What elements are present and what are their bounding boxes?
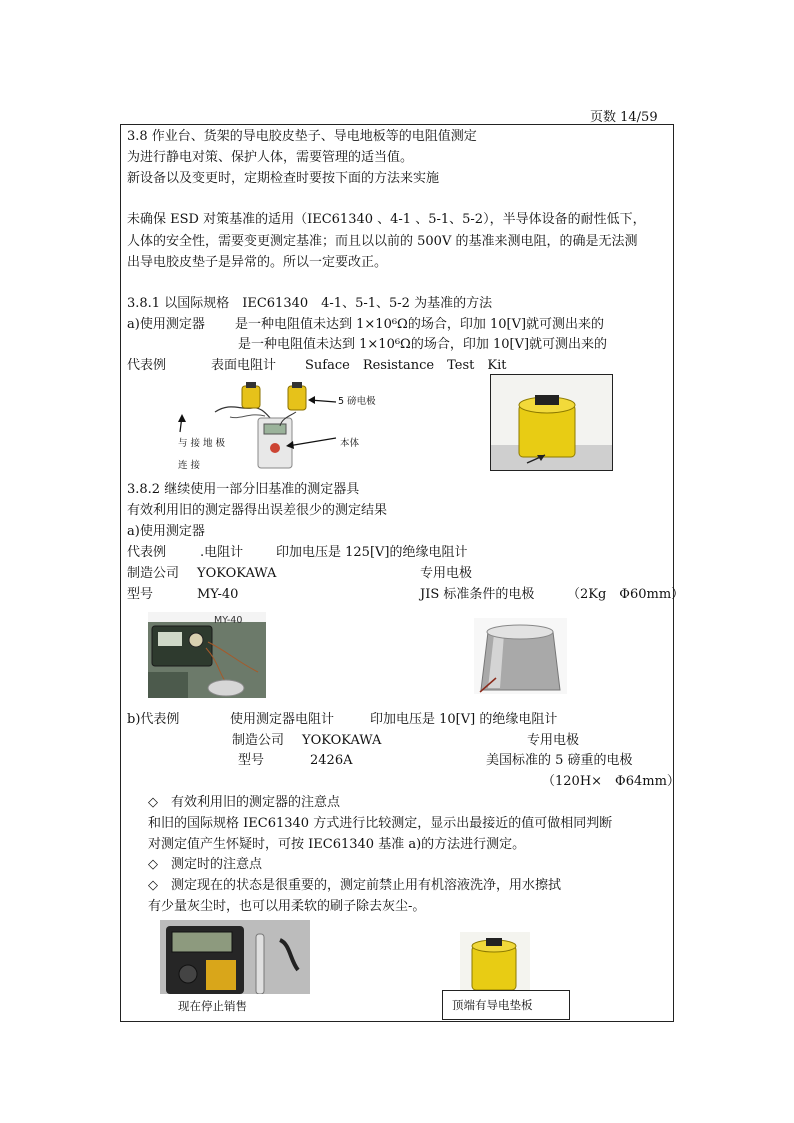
section-3-8-para2: 人体的安全性，需要变更测定基准；而且以以前的 500V 的基准来测电阻，的确是无法测 — [127, 234, 638, 249]
section-3-8-1-a-line1: 是一种电阻值未达到 1×10⁶Ω的场合，印加 10[V]就可测出来的 — [235, 317, 605, 332]
section-3-8-para1: 未确保 ESD 对策基准的适用（IEC61340 、4-1 、5-1、5-2），半导体设备的耐性低下， — [127, 212, 646, 227]
yellow-electrode-photo — [491, 375, 612, 470]
section-3-8-para3: 出导电胶皮垫子是异常的。所以一定要改正。 — [127, 255, 388, 270]
note-2: ◇ 测定时的注意点 — [148, 857, 262, 872]
section-3-8-2-example-desc: 印加电压是 125[V]的绝缘电阻计 — [276, 545, 468, 560]
section-b-us-spec: （120H× Φ64mm） — [542, 774, 680, 789]
section-3-8-2-line1: 有效利用旧的测定器得出误差很少的测定结果 — [127, 503, 388, 518]
section-b-name: 使用测定器电阻计 — [230, 712, 335, 727]
section-b-model-label: 型号 — [238, 753, 265, 768]
section-b-maker-label: 制造公司 — [232, 733, 285, 748]
section-3-8-2-maker: YOKOKAWA — [197, 566, 277, 581]
note-3-line-a: 有少量灰尘时，也可以用柔软的刷子除去灰尘-。 — [148, 899, 426, 914]
discontinued-caption: 现在停止销售 — [178, 999, 247, 1013]
section-b-maker: YOKOKAWA — [302, 733, 382, 748]
figure-1-label-connect: 连 接 — [178, 460, 201, 471]
note-3: ◇ 测定现在的状态是很重要的，测定前禁止用有机溶液洗净，用水擦拭 — [148, 878, 561, 893]
top-pad-electrode-photo — [460, 932, 530, 990]
section-3-8-1-example-name: 表面电阻计 — [211, 358, 277, 373]
my-40-photo — [148, 612, 266, 698]
section-3-8-line1: 为进行静电对策、保护人体，需要管理的适当值。 — [127, 150, 414, 165]
section-3-8-1-a-label: a)使用测定器 — [127, 317, 205, 332]
figure-1-label-body: 本体 — [340, 438, 360, 449]
section-3-8-title: 3.8 作业台、货架的导电胶皮垫子、导电地板等的电阻值测定 — [127, 129, 477, 144]
section-3-8-2-example-label: 代表例 — [127, 545, 167, 560]
section-b-label: b)代表例 — [127, 712, 180, 727]
section-3-8-1-title: 3.8.1 以国际规格 IEC61340 4-1、5-1、5-2 为基准的方法 — [127, 296, 493, 311]
section-3-8-2-electrode-label: 专用电极 — [420, 566, 473, 581]
section-3-8-2-model: MY-40 — [197, 587, 239, 602]
section-b-model: 2426A — [310, 753, 353, 768]
my-40-photo-label: MY-40 — [214, 615, 243, 626]
section-3-8-2-jis-spec: （2Kg Φ60mm） — [567, 587, 685, 602]
steel-electrode-photo — [474, 618, 567, 694]
figure-1-label-ground: 与 接 地 极 — [178, 438, 226, 449]
section-3-8-2-jis: JIS 标准条件的电极 — [420, 587, 535, 602]
section-3-8-2-title: 3.8.2 继续使用一部分旧基准的测定器具 — [127, 482, 360, 497]
section-3-8-2-example-name: .电阻计 — [200, 545, 244, 560]
section-3-8-1-example-label: 代表例 — [127, 358, 167, 373]
figure-1-label-5lb: 5 磅电极 — [338, 396, 376, 407]
top-pad-caption: 顶端有导电垫板 — [452, 998, 533, 1012]
old-meter-photo — [160, 920, 310, 994]
electrode-photo-frame — [490, 374, 613, 471]
section-3-8-line2: 新设备以及变更时，定期检查时要按下面的方法来实施 — [127, 171, 440, 186]
section-3-8-2-model-label: 型号 — [127, 587, 154, 602]
page-number: 页数 14/59 — [590, 110, 658, 125]
note-1-line-b: 对测定值产生怀疑时，可按 IEC61340 基准 a)的方法进行测定。 — [148, 837, 526, 852]
section-3-8-1-a-line2: 是一种电阻值未达到 1×10⁶Ω的场合，印加 10[V]就可测出来的 — [238, 337, 608, 352]
note-1: ◇ 有效利用旧的测定器的注意点 — [148, 795, 340, 810]
section-b-desc: 印加电压是 10[V] 的绝缘电阻计 — [370, 712, 558, 727]
note-1-line-a: 和旧的国际规格 IEC61340 方式进行比较测定，显示出最接近的值可做相同判断 — [148, 816, 613, 831]
section-3-8-1-example-en: Suface Resistance Test Kit — [305, 358, 507, 373]
section-3-8-2-maker-label: 制造公司 — [127, 566, 180, 581]
section-b-electrode-label: 专用电极 — [527, 733, 580, 748]
section-3-8-2-a-label: a)使用测定器 — [127, 524, 205, 539]
section-b-us: 美国标准的 5 磅重的电极 — [486, 753, 633, 768]
